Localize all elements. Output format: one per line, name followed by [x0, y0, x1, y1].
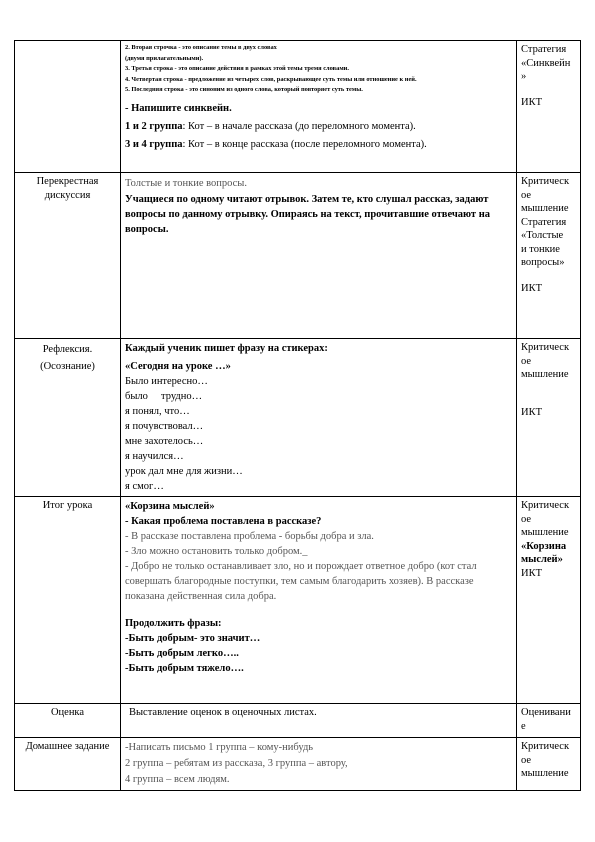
- method-cell: Критическ ое мышление «Корзина мыслей» ИКТ: [517, 497, 581, 704]
- lesson-plan-table: [14, 40, 581, 791]
- content-cell: [121, 41, 517, 173]
- content-cell: [121, 173, 517, 339]
- stage-cell: Домашнее задание: [15, 738, 121, 791]
- method-cell: Стратегия «Синквейн » ИКТ: [517, 41, 581, 173]
- method-cell: Критическ ое мышление Стратегия «Толстые и тонкие вопросы» ИКТ: [517, 173, 581, 339]
- question: - Какая проблема поставлена в рассказе?: [125, 516, 322, 527]
- continue-label: Продолжить фразы:: [125, 618, 222, 629]
- row-reflection: [15, 339, 581, 497]
- content-cell: Каждый ученик пишет фразу на стикерах: «Сегодня на уроке …» Было интересно… было трудно… я понял, что… я почувствовал… мне захотелось… я научился… урок дал мне для жизни… я смог…: [121, 339, 517, 497]
- section-text: Учащиеся по одному читают отрывок. Затем те, кто слушал рассказ, задают вопросы по данному отрывку. Опираясь на текст, прочитавшие отвечают на вопросы.: [125, 194, 490, 235]
- stage-cell: Перекрестная дискуссия: [15, 173, 121, 339]
- group-3-4-task: 3 и 4 группа: Кот – в конце рассказа (после переломного момента).: [125, 138, 427, 150]
- method-cell: Оценивани е: [517, 704, 581, 738]
- method-cell: Критическ ое мышление: [517, 738, 581, 791]
- section-title: Толстые и тонкие вопросы.: [125, 178, 247, 189]
- section-text: Выставление оценок в оценочных листах.: [129, 707, 317, 718]
- group-1-2-task: 1 и 2 группа: Кот – в начале рассказа (до переломного момента).: [125, 120, 416, 132]
- row-lesson-summary: [15, 497, 581, 704]
- stage-cell: Рефлексия. (Осознание): [15, 339, 121, 497]
- row-assessment: [15, 704, 581, 738]
- instruction: - Напишите синквейн.: [125, 102, 232, 114]
- content-cell: «Корзина мыслей» - Какая проблема поставлена в рассказе? - В рассказе поставлена проблема - борьбы добра и зла. - Зло можно остановить только добром._ - Добро не только останавливает зло, но и порождает ответное добро (кот стал совершать благородные поступки, тем самым благодарить хозяев). В рассказе показана действенная сила добра. Продолжить фразы: -Быть добрым- это значит… -Быть добрым легко….. -Быть добрым тяжело….: [121, 497, 517, 704]
- row-sinkwain: [15, 41, 581, 173]
- stage-cell: Оценка: [15, 704, 121, 738]
- stage-cell: [15, 41, 121, 173]
- stage-cell: Итог урока: [15, 497, 121, 704]
- sinkwain-rules: 2. Вторая строчка - это описание темы в двух словах (двумя прилагательными). 3. Третья строка - это описание действия в рамках этой темы тремя словами. 4. Четвертая строка - предложение из четырех слов, раскрывающее суть темы или отношение к ней. 5. Последняя строка - это синоним из одного слова, который повторяет суть темы.: [125, 44, 417, 93]
- method-cell: Критическ ое мышление ИКТ: [517, 339, 581, 497]
- section-intro: Каждый ученик пишет фразу на стикерах:: [125, 343, 328, 354]
- row-homework: [15, 738, 581, 791]
- row-cross-discussion: [15, 173, 581, 339]
- section-title: «Корзина мыслей»: [125, 501, 215, 512]
- content-cell: -Написать письмо 1 группа – кому-нибудь 2 группа – ребятам из рассказа, 3 группа – автору, 4 группа – всем людям.: [121, 738, 517, 791]
- content-cell: [121, 704, 517, 738]
